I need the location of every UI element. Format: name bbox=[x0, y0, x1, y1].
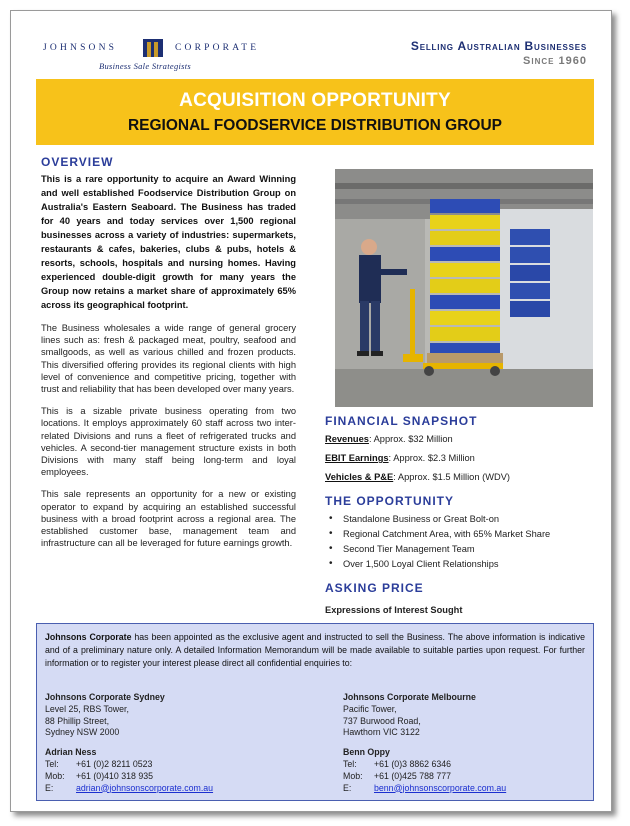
mobile-number: +61 (0)425 788 777 bbox=[374, 770, 452, 781]
opportunity-list bbox=[325, 514, 595, 569]
email-row bbox=[343, 783, 603, 795]
logo-word-left: JOHNSONS bbox=[43, 43, 118, 53]
logo-emblem-icon bbox=[143, 39, 163, 57]
financial-label: Vehicles & P&E bbox=[325, 472, 394, 482]
financial-row bbox=[325, 472, 595, 482]
overview-paragraph: This is a sizable private business operating from two locations. It employs approximately 60 staff across two inter-related Divisions and runs a fleet of refrigerated trucks and vehicles. A second-tier management structure exists in both Divisions with many staff being long-term and loyal employees. bbox=[41, 406, 296, 478]
financial-sep: : bbox=[388, 453, 394, 463]
address-line: Sydney NSW 2000 bbox=[45, 727, 120, 738]
disclaimer-text: has been appointed as the exclusive agent and instructed to sell the Business. The above information is indicative and of a preliminary nature only. A detailed Information Memorandum will be made available to suitable parties upon request. For further information or to register your interest please direct all confidential enquiries to: bbox=[45, 632, 585, 668]
list-item: • Regional Catchment Area, with 65% Market Share bbox=[325, 529, 595, 539]
phone-row bbox=[343, 759, 603, 771]
address-line: Hawthorn VIC 3122 bbox=[343, 727, 420, 738]
financial-row bbox=[325, 434, 595, 444]
address-line: 737 Burwood Road, bbox=[343, 715, 421, 726]
company-logo bbox=[43, 39, 273, 81]
list-item: • Standalone Business or Great Bolt-on bbox=[325, 514, 595, 524]
office-name: Johnsons Corporate Sydney bbox=[45, 692, 165, 702]
slogan-line-1: Selling Australian Businesses bbox=[410, 39, 587, 53]
financial-label: EBIT Earnings bbox=[325, 453, 389, 463]
logo-tagline: Business Sale Strategists bbox=[99, 61, 192, 71]
list-item: • Second Tier Management Team bbox=[325, 544, 595, 554]
firm-name: Johnsons Corporate bbox=[45, 632, 132, 642]
warehouse-photo-image bbox=[335, 169, 593, 407]
slogan bbox=[411, 39, 587, 67]
contact-person: Adrian Ness bbox=[45, 747, 97, 758]
mobile-row bbox=[343, 771, 603, 783]
phone-label: Tel: bbox=[343, 758, 357, 769]
financial-sep: : bbox=[368, 434, 374, 444]
list-item: • Over 1,500 Loyal Client Relationships bbox=[325, 559, 595, 569]
summary-column bbox=[325, 414, 595, 615]
contact-footer bbox=[36, 623, 594, 801]
phone-number: +61 (0)3 8862 6346 bbox=[374, 758, 452, 769]
financial-label: Revenues bbox=[325, 434, 369, 444]
phone-number: +61 (0)2 8211 0523 bbox=[76, 758, 153, 769]
financial-row bbox=[325, 453, 595, 463]
asking-price-value: Expressions of Interest Sought bbox=[325, 605, 463, 615]
mobile-row bbox=[45, 771, 305, 783]
overview-paragraph: The Business wholesales a wide range of general grocery lines such as: fresh & packaged meat, poultry, seafood and smallgoods, as well as various chilled and frozen products. This diversified offering provides its regional clients with high level of convenience and competitive pricing, together with trust and reliability that has been developed over many years. bbox=[41, 323, 296, 395]
mobile-label: Mob: bbox=[45, 770, 65, 781]
address-line: Pacific Tower, bbox=[343, 703, 397, 714]
financial-value: Approx. $1.5 Million (WDV) bbox=[397, 472, 510, 482]
email-label: E: bbox=[45, 782, 54, 793]
overview-paragraph: This sale represents an opportunity for a new or existing operator to expand by acquiring an established successful business with a broad footprint across a regional area. The established customer base, management team and infrastructure can all be leveraged for future earnings growth. bbox=[41, 489, 296, 549]
financial-value: Approx. $32 Million bbox=[373, 434, 453, 444]
address-line: 88 Phillip Street, bbox=[45, 715, 110, 726]
overview-section bbox=[41, 155, 296, 549]
mobile-number: +61 (0)410 318 935 bbox=[76, 770, 154, 781]
mobile-label: Mob: bbox=[343, 770, 363, 781]
contact-person: Benn Oppy bbox=[343, 747, 390, 758]
brochure-page bbox=[10, 10, 612, 812]
melbourne-contact bbox=[343, 692, 603, 794]
email-row bbox=[45, 783, 305, 795]
banner-subtitle: REGIONAL FOODSERVICE DISTRIBUTION GROUP bbox=[127, 117, 503, 134]
disclaimer bbox=[45, 631, 585, 669]
overview-lead: This is a rare opportunity to acquire an Award Winning and well established Foodservice Distribution Group on Australia's Eastern Seaboard. The Business has traded for 40 years and today services over 1,500 regional businesses across a variety of industries: supermarkets, restaurants & cafes, bakeries, clubs & pubs, hotels & resorts, schools, hospitals and nursing homes. Having experienced double-digit growth for many years the Group now retains a market share of approximately 65% across its geographical footprint. bbox=[41, 174, 296, 310]
opportunity-heading: THE OPPORTUNITY bbox=[325, 494, 455, 508]
address-line: Level 25, RBS Tower, bbox=[45, 703, 129, 714]
email-label: E: bbox=[343, 782, 352, 793]
office-name: Johnsons Corporate Melbourne bbox=[343, 692, 476, 702]
sydney-contact bbox=[45, 692, 305, 794]
banner-title: ACQUISITION OPPORTUNITY bbox=[179, 90, 451, 111]
email-link[interactable]: adrian@johnsonscorporate.com.au bbox=[76, 782, 214, 793]
phone-label: Tel: bbox=[45, 758, 59, 769]
title-banner bbox=[36, 79, 594, 145]
overview-heading: OVERVIEW bbox=[41, 155, 114, 169]
slogan-line-2: Since 1960 bbox=[523, 55, 587, 67]
asking-price-heading: ASKING PRICE bbox=[325, 581, 424, 595]
financial-value: Approx. $2.3 Million bbox=[393, 453, 475, 463]
phone-row bbox=[45, 759, 305, 771]
email-link[interactable]: benn@johnsonscorporate.com.au bbox=[374, 782, 507, 793]
logo-word-right: CORPORATE bbox=[175, 43, 260, 53]
financial-sep: : bbox=[393, 472, 398, 482]
financial-heading: FINANCIAL SNAPSHOT bbox=[325, 414, 478, 428]
warehouse-photo bbox=[335, 169, 593, 407]
